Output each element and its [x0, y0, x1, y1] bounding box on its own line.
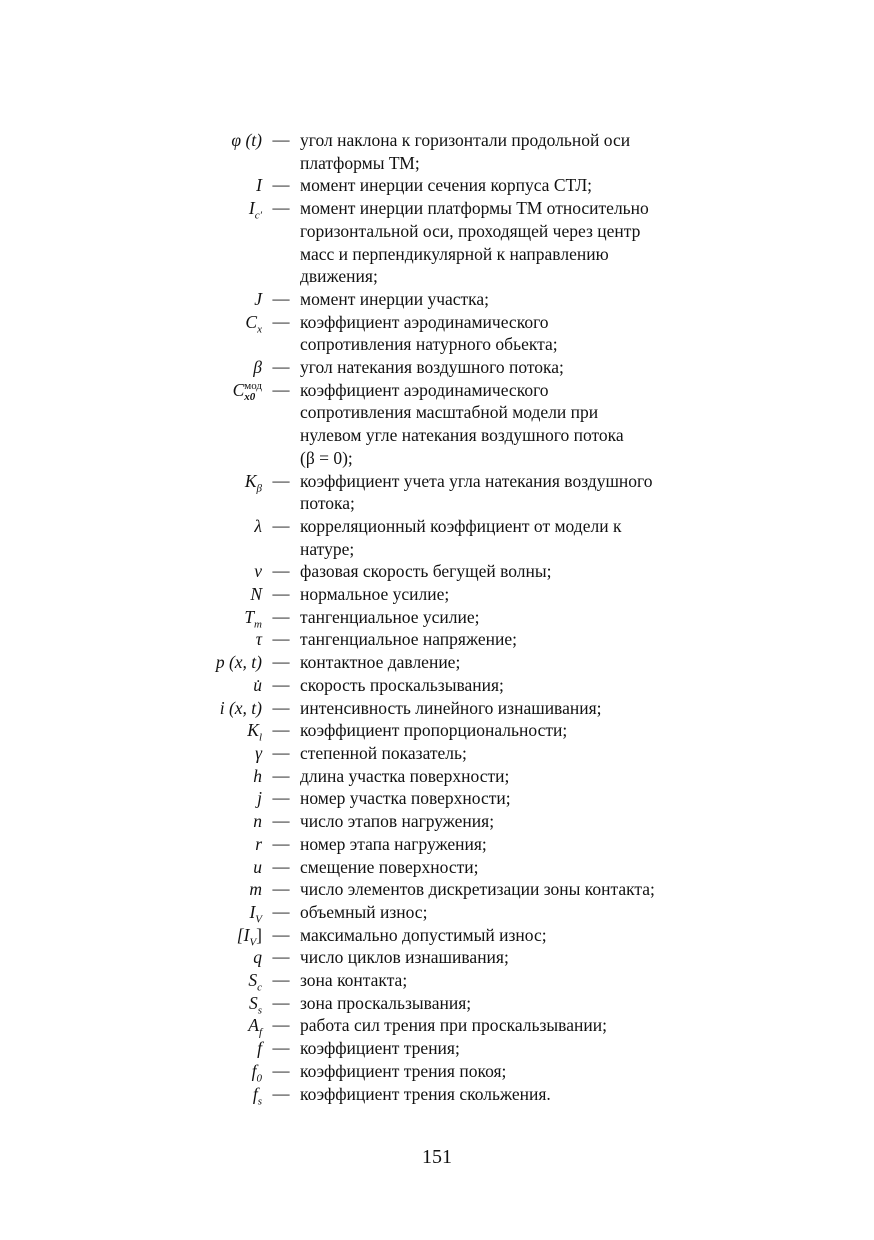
symbol-base: C [245, 311, 258, 332]
description-line: коэффициент пропорциональности; [300, 720, 568, 741]
notation-entry [0, 379, 874, 470]
symbol-base: f [251, 1060, 257, 1081]
notation-symbol [0, 560, 262, 583]
description-line: смещение поверхности; [300, 856, 479, 877]
notation-symbol [0, 810, 262, 833]
notation-entry [0, 1083, 874, 1106]
em-dash: — [272, 674, 290, 694]
notation-description [300, 992, 471, 1015]
notation-symbol [0, 719, 262, 742]
notation-description [300, 311, 558, 356]
description-line: число элементов дискретизации зоны контакта; [300, 879, 655, 900]
notation-symbol [0, 674, 262, 697]
description-line: коэффициент аэродинамического [300, 311, 549, 332]
description-line: коэффициент трения покоя; [300, 1060, 507, 1081]
notation-description [300, 174, 592, 197]
description-line: натуре; [300, 538, 355, 559]
notation-entry [0, 356, 874, 379]
symbol-superscript: мод [244, 379, 262, 392]
symbol-subscript: c′ [254, 209, 262, 222]
description-line: потока; [300, 493, 355, 514]
notation-entry [0, 969, 874, 992]
notation-description [300, 674, 504, 697]
description-line: тангенциальное усилие; [300, 606, 480, 627]
notation-symbol [0, 878, 262, 901]
notation-description [300, 946, 509, 969]
em-dash: — [272, 901, 290, 921]
symbol-subscript: l [258, 731, 262, 744]
em-dash: — [272, 288, 290, 308]
description-line: движения; [300, 266, 378, 287]
symbol-base: h [253, 765, 262, 786]
notation-symbol [0, 901, 262, 924]
em-dash: — [272, 811, 290, 831]
description-line: горизонтальной оси, проходящей через центр [300, 220, 641, 241]
notation-entry [0, 697, 874, 720]
notation-entry [0, 901, 874, 924]
description-line: номер этапа нагружения; [300, 833, 487, 854]
symbol-subscript: s [257, 1004, 262, 1017]
em-dash: — [272, 765, 290, 785]
symbol-base: f [252, 1083, 258, 1104]
notation-symbol [0, 1014, 262, 1037]
symbol-base: N [250, 584, 262, 605]
notation-description [300, 742, 467, 765]
notation-symbol [0, 129, 262, 152]
notation-symbol [0, 379, 262, 403]
symbol-subscript: s [257, 1095, 262, 1108]
notation-symbol [0, 628, 262, 651]
notation-symbol [0, 174, 262, 197]
notation-entry [0, 992, 874, 1015]
notation-symbol [0, 311, 262, 334]
notation-description [300, 515, 621, 560]
symbol-base: n [253, 811, 262, 832]
description-line: тангенциальное напряжение; [300, 629, 517, 650]
notation-description [300, 833, 487, 856]
notation-symbol [0, 765, 262, 788]
notation-symbol [0, 742, 262, 765]
symbol-base: m [249, 879, 262, 900]
symbol-base: i (x, t) [219, 697, 262, 718]
notation-symbol [0, 697, 262, 720]
notation-description [300, 356, 564, 379]
symbol-subscript: V [255, 913, 262, 926]
symbol-base: I [248, 198, 255, 219]
em-dash: — [272, 992, 290, 1012]
notation-entry [0, 946, 874, 969]
notation-symbol [0, 992, 262, 1015]
description-line: момент инерции платформы ТМ относительно [300, 198, 649, 219]
notation-description [300, 697, 602, 720]
em-dash: — [272, 584, 290, 604]
em-dash: — [272, 1038, 290, 1058]
notation-entry [0, 129, 874, 174]
description-line: коэффициент трения; [300, 1038, 460, 1059]
em-dash: — [272, 1015, 290, 1035]
notation-entry [0, 674, 874, 697]
notation-description [300, 901, 427, 924]
notation-entry [0, 924, 874, 947]
symbol-base: K [247, 720, 259, 741]
notation-symbol [0, 1083, 262, 1106]
notation-description [300, 1060, 506, 1083]
description-line: угол наклона к горизонтали продольной оси [300, 130, 631, 150]
em-dash: — [272, 606, 290, 626]
notation-symbol [0, 969, 262, 992]
symbol-base: λ [254, 515, 262, 536]
symbol-base: u [253, 856, 262, 877]
notation-description [300, 583, 449, 606]
em-dash: — [272, 652, 290, 672]
symbol-base: A [248, 1015, 259, 1036]
notation-entry [0, 470, 874, 515]
em-dash: — [272, 1060, 290, 1080]
em-dash: — [272, 947, 290, 967]
description-line: число этапов нагружения; [300, 811, 495, 832]
symbol-subscript: x0 [244, 390, 256, 403]
symbol-base: S [248, 992, 258, 1013]
description-line: момент инерции сечения корпуса СТЛ; [300, 175, 593, 196]
notation-entry [0, 787, 874, 810]
notation-entry [0, 651, 874, 674]
description-line: сопротивления натурного обьекта; [300, 334, 558, 355]
description-line: максимально допустимый износ; [300, 924, 547, 945]
em-dash: — [272, 470, 290, 490]
notation-description [300, 765, 509, 788]
symbol-base: γ [255, 742, 262, 763]
description-line: коэффициент учета угла натекания воздушного [300, 470, 653, 491]
notation-symbol [0, 1037, 262, 1060]
notation-description [300, 1083, 551, 1106]
em-dash: — [272, 198, 290, 218]
symbol-subscript: x [257, 323, 262, 336]
notation-symbol [0, 651, 262, 674]
notation-entry [0, 1014, 874, 1037]
description-line: нулевом угле натекания воздушного потока [300, 425, 624, 446]
notation-entry [0, 560, 874, 583]
em-dash: — [272, 561, 290, 581]
notation-entry [0, 288, 874, 311]
description-line: фазовая скорость бегущей волны; [300, 561, 552, 582]
notation-entry [0, 719, 874, 742]
symbol-base: β [253, 357, 262, 378]
em-dash: — [272, 130, 290, 149]
description-line: объемный износ; [300, 901, 428, 922]
notation-description [300, 969, 407, 992]
notation-entry [0, 1060, 874, 1083]
symbol-base: T [244, 606, 255, 627]
notation-symbol [0, 1060, 262, 1083]
symbol-base: φ (t) [231, 130, 262, 150]
description-line: сопротивления масштабной модели при [300, 402, 599, 423]
symbol-base: S [248, 970, 258, 991]
notation-description [300, 856, 478, 879]
description-line: работа сил трения при проскальзывании; [300, 1015, 607, 1036]
symbol-subscript: V [249, 936, 257, 949]
symbol-subscript: 0 [256, 1072, 262, 1085]
notation-symbol [0, 856, 262, 879]
em-dash: — [272, 515, 290, 535]
em-dash: — [272, 788, 290, 808]
page-number: 151 [422, 1146, 452, 1168]
em-dash: — [272, 720, 290, 740]
notation-description [300, 924, 547, 947]
description-line: интенсивность линейного изнашивания; [300, 697, 602, 718]
symbol-base: J [254, 288, 262, 309]
symbol-bracket: ] [256, 924, 262, 945]
notation-symbol [0, 288, 262, 311]
description-line: момент инерции участка; [300, 288, 490, 309]
description-line: зона контакта; [300, 970, 408, 991]
description-line: число циклов изнашивания; [300, 947, 509, 968]
description-line: угол натекания воздушного потока; [300, 357, 564, 378]
description-line: степенной показатель; [300, 742, 467, 763]
notation-symbol [0, 515, 262, 538]
description-line: скорость проскальзывания; [300, 674, 504, 695]
symbol-base: f [257, 1038, 262, 1059]
notation-description [300, 560, 551, 583]
notation-description [300, 129, 630, 174]
notation-description [300, 197, 649, 288]
notation-symbol [0, 606, 262, 629]
notation-symbol [0, 946, 262, 969]
em-dash: — [272, 879, 290, 899]
em-dash: — [272, 379, 290, 399]
notation-symbol [0, 583, 262, 606]
notation-entry [0, 515, 874, 560]
em-dash: — [272, 311, 290, 331]
symbol-base: u̇ [253, 674, 262, 695]
notation-description [300, 288, 489, 311]
notation-entry [0, 311, 874, 356]
notation-description [300, 878, 655, 901]
notation-description [300, 606, 480, 629]
description-line: коэффициент аэродинамического [300, 379, 549, 400]
notation-entry [0, 606, 874, 629]
notation-entry [0, 856, 874, 879]
em-dash: — [272, 742, 290, 762]
symbol-base: r [255, 833, 262, 854]
symbol-subscript: c [257, 981, 262, 994]
notation-description [300, 379, 624, 470]
description-line: корреляционный коэффициент от модели к [300, 515, 622, 536]
symbol-base: j [257, 788, 262, 809]
description-line: коэффициент трения скольжения. [300, 1083, 551, 1104]
symbol-base: K [244, 470, 257, 491]
notation-symbol [0, 470, 262, 493]
notation-entry [0, 810, 874, 833]
notation-description [300, 787, 511, 810]
em-dash: — [272, 970, 290, 990]
notation-entry [0, 1037, 874, 1060]
notation-entry [0, 628, 874, 651]
symbol-base: [I [236, 924, 250, 945]
notation-entry [0, 174, 874, 197]
em-dash: — [272, 856, 290, 876]
notation-symbol [0, 924, 262, 947]
symbol-base: τ [255, 629, 262, 650]
description-line: нормальное усилие; [300, 584, 450, 605]
symbol-subscript: т [254, 618, 262, 631]
description-line: номер участка поверхности; [300, 788, 511, 809]
em-dash: — [272, 357, 290, 377]
description-line: масс и перпендикулярной к направлению [300, 243, 609, 264]
symbol-subscript: β [256, 482, 262, 495]
notation-entry [0, 878, 874, 901]
em-dash: — [272, 697, 290, 717]
em-dash: — [272, 629, 290, 649]
em-dash: — [272, 1083, 290, 1103]
notation-symbol [0, 197, 262, 220]
notation-entry [0, 765, 874, 788]
em-dash: — [272, 924, 290, 944]
symbol-base: p (x, t) [215, 652, 262, 673]
notation-symbol [0, 356, 262, 379]
description-line: контактное давление; [300, 652, 461, 673]
notation-entry [0, 197, 874, 288]
description-line: длина участка поверхности; [300, 765, 510, 786]
em-dash: — [272, 175, 290, 195]
symbol-base: ν [254, 561, 262, 582]
notation-description [300, 470, 653, 515]
notation-description [300, 1037, 460, 1060]
description-line: зона проскальзывания; [300, 992, 472, 1013]
symbol-subscript: f [258, 1026, 262, 1039]
notation-symbol [0, 787, 262, 810]
description-line: (β = 0); [300, 447, 353, 468]
notation-list [0, 129, 874, 1108]
notation-description [300, 628, 517, 651]
notation-entry [0, 742, 874, 765]
em-dash: — [272, 833, 290, 853]
symbol-base: C [232, 379, 245, 400]
notation-entry [0, 833, 874, 856]
notation-description [300, 1014, 607, 1037]
notation-entry [0, 583, 874, 606]
notation-description [300, 810, 494, 833]
notation-description [300, 651, 460, 674]
description-line: платформы ТМ; [300, 152, 420, 173]
notation-symbol [0, 833, 262, 856]
symbol-base: I [256, 175, 262, 196]
symbol-base: I [249, 901, 256, 922]
notation-description [300, 719, 567, 742]
symbol-base: q [253, 947, 262, 968]
